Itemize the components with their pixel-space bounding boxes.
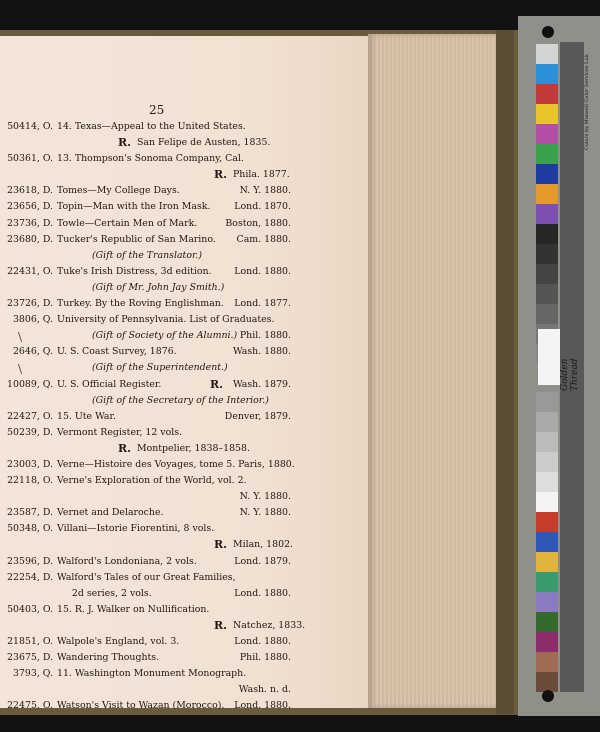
reference-mark: R.	[118, 136, 131, 150]
catalog-line	[0, 588, 372, 604]
catalog-line	[0, 523, 372, 539]
catalog-line	[0, 185, 372, 201]
entry-title: University of Pennsylvania. List of Graduates.	[57, 314, 275, 326]
entry-imprint: Lond. 1880.	[234, 587, 291, 599]
color-swatch	[536, 204, 558, 224]
color-swatch	[536, 144, 558, 164]
entry-title: Verne—Histoire des Voyages, tome 5. Paris, 1880.	[57, 458, 295, 470]
catalog-line	[0, 572, 372, 588]
catalog-line	[0, 137, 372, 153]
call-number: 23736, D.	[7, 217, 53, 229]
call-number: 22254, D.	[7, 571, 53, 583]
color-swatch	[536, 284, 558, 304]
entry-title: Turkey. By the Roving Englishman.	[57, 298, 224, 310]
entry-title: 15. R. J. Walker on Nullification.	[57, 603, 210, 615]
call-number: 23680, D.	[7, 233, 53, 245]
catalog-line	[0, 346, 372, 362]
color-swatch	[536, 592, 558, 612]
color-swatch	[536, 612, 558, 632]
call-number: 50348, O.	[7, 523, 53, 535]
catalog-line	[0, 201, 372, 217]
entry-imprint: Lond. 1879.	[234, 555, 291, 567]
call-number: 3793, Q.	[12, 668, 53, 680]
entry-title: Vermont Register, 12 vols.	[57, 426, 183, 438]
catalog-line	[0, 491, 372, 507]
entry-imprint: Denver, 1879.	[224, 410, 291, 422]
color-swatch	[536, 492, 558, 512]
target-hole	[542, 690, 554, 702]
color-swatch	[536, 304, 558, 324]
catalog-line	[0, 539, 372, 555]
reference-mark: R.	[214, 538, 227, 552]
entry-imprint: Wash. 1880.	[232, 346, 291, 358]
call-number: 22427, O.	[7, 410, 53, 422]
catalog-line	[0, 475, 372, 491]
entry-imprint: Phil. 1880.	[239, 330, 291, 342]
color-swatch	[536, 452, 558, 472]
color-swatch	[536, 552, 558, 572]
catalog-line	[0, 443, 372, 459]
color-swatch	[536, 124, 558, 144]
call-number: 3806, Q.	[12, 314, 53, 326]
call-number: 50239, D.	[7, 426, 53, 438]
color-swatch	[536, 84, 558, 104]
call-number: 23726, D.	[7, 298, 53, 310]
entry-imprint: N. Y. 1880.	[239, 491, 291, 503]
catalog-line	[0, 282, 372, 298]
catalog-line	[0, 604, 372, 620]
color-swatch	[536, 264, 558, 284]
color-swatch	[536, 632, 558, 652]
entry-imprint: Wash. 1879.	[232, 378, 291, 390]
entry-title: Tuke's Irish Distress, 3d edition.	[57, 265, 212, 277]
entry-imprint: Boston, 1880.	[225, 217, 291, 229]
color-swatch	[536, 412, 558, 432]
catalog-line	[0, 250, 372, 266]
entry-title: 2d series, 2 vols.	[57, 587, 152, 599]
call-number: 23596, D.	[7, 555, 53, 567]
target-brand: Golden Thread	[560, 358, 580, 392]
catalog-line	[0, 395, 372, 411]
color-swatch	[536, 572, 558, 592]
catalog-line	[0, 266, 372, 282]
color-swatch	[536, 224, 558, 244]
page-number: 25	[149, 103, 165, 117]
entry-title: Walford's Londoniana, 2 vols.	[57, 555, 197, 567]
gift-note: (Gift of Society of the Alumni.)	[92, 330, 238, 342]
call-number: 2646, Q.	[12, 346, 53, 358]
entry-title: Watson's Visit to Wazan (Morocco).	[57, 700, 225, 712]
call-number: 23675, D.	[7, 652, 53, 664]
catalog-line	[0, 700, 372, 716]
entry-imprint: Natchez, 1833.	[233, 619, 306, 631]
catalog-line	[0, 169, 372, 185]
entry-title: Towle—Certain Men of Mark.	[57, 217, 198, 229]
entry-imprint: Lond. 1870.	[234, 201, 291, 213]
call-number: 23618, D.	[7, 185, 53, 197]
color-swatch	[536, 244, 558, 264]
call-number: 23587, D.	[7, 507, 53, 519]
catalog-line	[0, 218, 372, 234]
catalog-entries	[0, 121, 372, 716]
color-swatch	[536, 472, 558, 492]
catalog-line	[0, 427, 372, 443]
reference-mark: R.	[118, 441, 131, 455]
book-spine	[496, 30, 514, 714]
entry-title: Verne's Exploration of the World, vol. 2.	[57, 475, 247, 487]
catalog-line	[0, 379, 372, 395]
call-number: 10089, Q.	[7, 378, 53, 390]
color-swatch	[536, 392, 558, 412]
entry-imprint: N. Y. 1880.	[239, 185, 291, 197]
entry-imprint: Lond. 1880.	[234, 700, 291, 712]
gift-note: (Gift of the Secretary of the Interior.)	[92, 394, 269, 406]
reference-mark: R.	[210, 377, 223, 391]
entry-title: 11. Washington Monument Monograph.	[57, 668, 247, 680]
entry-title: Vernet and Delaroche.	[57, 507, 164, 519]
color-swatch	[536, 104, 558, 124]
entry-title: 13. Thompson's Sonoma Company, Cal.	[57, 153, 244, 165]
entry-imprint: N. Y. 1880.	[239, 507, 291, 519]
entry-title: Tomes—My College Days.	[57, 185, 180, 197]
entry-imprint: Cam. 1880.	[236, 233, 291, 245]
catalog-line	[0, 362, 372, 378]
call-number: 23003, D.	[7, 458, 53, 470]
catalog-line	[0, 684, 372, 700]
color-swatch	[536, 164, 558, 184]
color-swatch	[536, 184, 558, 204]
call-number: 22475, O.	[7, 700, 53, 712]
color-swatch	[536, 652, 558, 672]
catalog-line	[0, 459, 372, 475]
catalog-line	[0, 636, 372, 652]
catalog-line	[0, 620, 372, 636]
catalog-line	[0, 411, 372, 427]
entry-imprint: Wash. n. d.	[238, 684, 291, 696]
reference-mark: R.	[214, 618, 227, 632]
color-swatch	[536, 432, 558, 452]
call-number: 23656, D.	[7, 201, 53, 213]
entry-title: Walpole's England, vol. 3.	[57, 636, 180, 647]
call-number: 21851, O.	[7, 636, 53, 647]
call-number: 50403, O.	[7, 603, 53, 615]
target-logo	[538, 329, 560, 385]
catalog-line	[0, 507, 372, 523]
page-edges	[368, 34, 496, 708]
pencil-mark: \	[18, 330, 23, 344]
entry-imprint: San Felipe de Austen, 1835.	[137, 137, 271, 149]
catalog-line	[0, 556, 372, 572]
entry-imprint: Lond. 1880.	[234, 636, 291, 647]
entry-imprint: Milan, 1802.	[233, 539, 294, 551]
gift-note: (Gift of the Translator.)	[92, 249, 203, 261]
catalog-line	[0, 330, 372, 346]
color-swatch	[536, 672, 558, 692]
call-number: 22431, O.	[7, 265, 53, 277]
catalog-line	[0, 153, 372, 169]
catalog-line	[0, 121, 372, 137]
target-hole	[542, 26, 554, 38]
entry-title: 15. Ute War.	[57, 410, 116, 422]
gift-note: (Gift of the Superintendent.)	[92, 362, 228, 374]
reference-mark: R.	[214, 168, 227, 182]
entry-title: Tucker's Republic of San Marino.	[57, 233, 216, 245]
color-swatch	[536, 532, 558, 552]
catalog-line	[0, 298, 372, 314]
catalog-line	[0, 314, 372, 330]
gift-note: (Gift of Mr. John Jay Smith.)	[92, 281, 225, 293]
entry-imprint: Montpelier, 1838–1858.	[137, 442, 250, 454]
entry-title: Wandering Thoughts.	[57, 652, 160, 664]
pencil-mark: \	[18, 362, 23, 376]
call-number: 50414, O.	[7, 121, 53, 132]
entry-imprint: Phil. 1880.	[239, 652, 291, 664]
call-number: 50361, O.	[7, 153, 53, 165]
entry-title: Walford's Tales of our Great Families,	[57, 571, 236, 583]
color-swatch	[536, 64, 558, 84]
color-swatch	[536, 44, 558, 64]
catalog-line	[0, 652, 372, 668]
entry-title: Topin—Man with the Iron Mask.	[57, 201, 211, 213]
target-caption: Colors by Munsell Color Services Lab	[584, 54, 590, 150]
call-number: 22118, O.	[7, 475, 53, 487]
entry-title: U. S. Coast Survey, 1876.	[57, 346, 177, 358]
entry-imprint: Phila. 1877.	[233, 169, 290, 181]
catalog-line	[0, 234, 372, 250]
color-swatch	[536, 512, 558, 532]
entry-imprint: Lond. 1880.	[234, 265, 291, 277]
entry-imprint: Lond. 1877.	[234, 298, 291, 310]
entry-title: U. S. Official Register.	[57, 378, 162, 390]
catalog-line	[0, 668, 372, 684]
entry-title: Villani—Istorie Fiorentini, 8 vols.	[57, 523, 215, 535]
entry-title: 14. Texas—Appeal to the United States.	[57, 121, 246, 132]
